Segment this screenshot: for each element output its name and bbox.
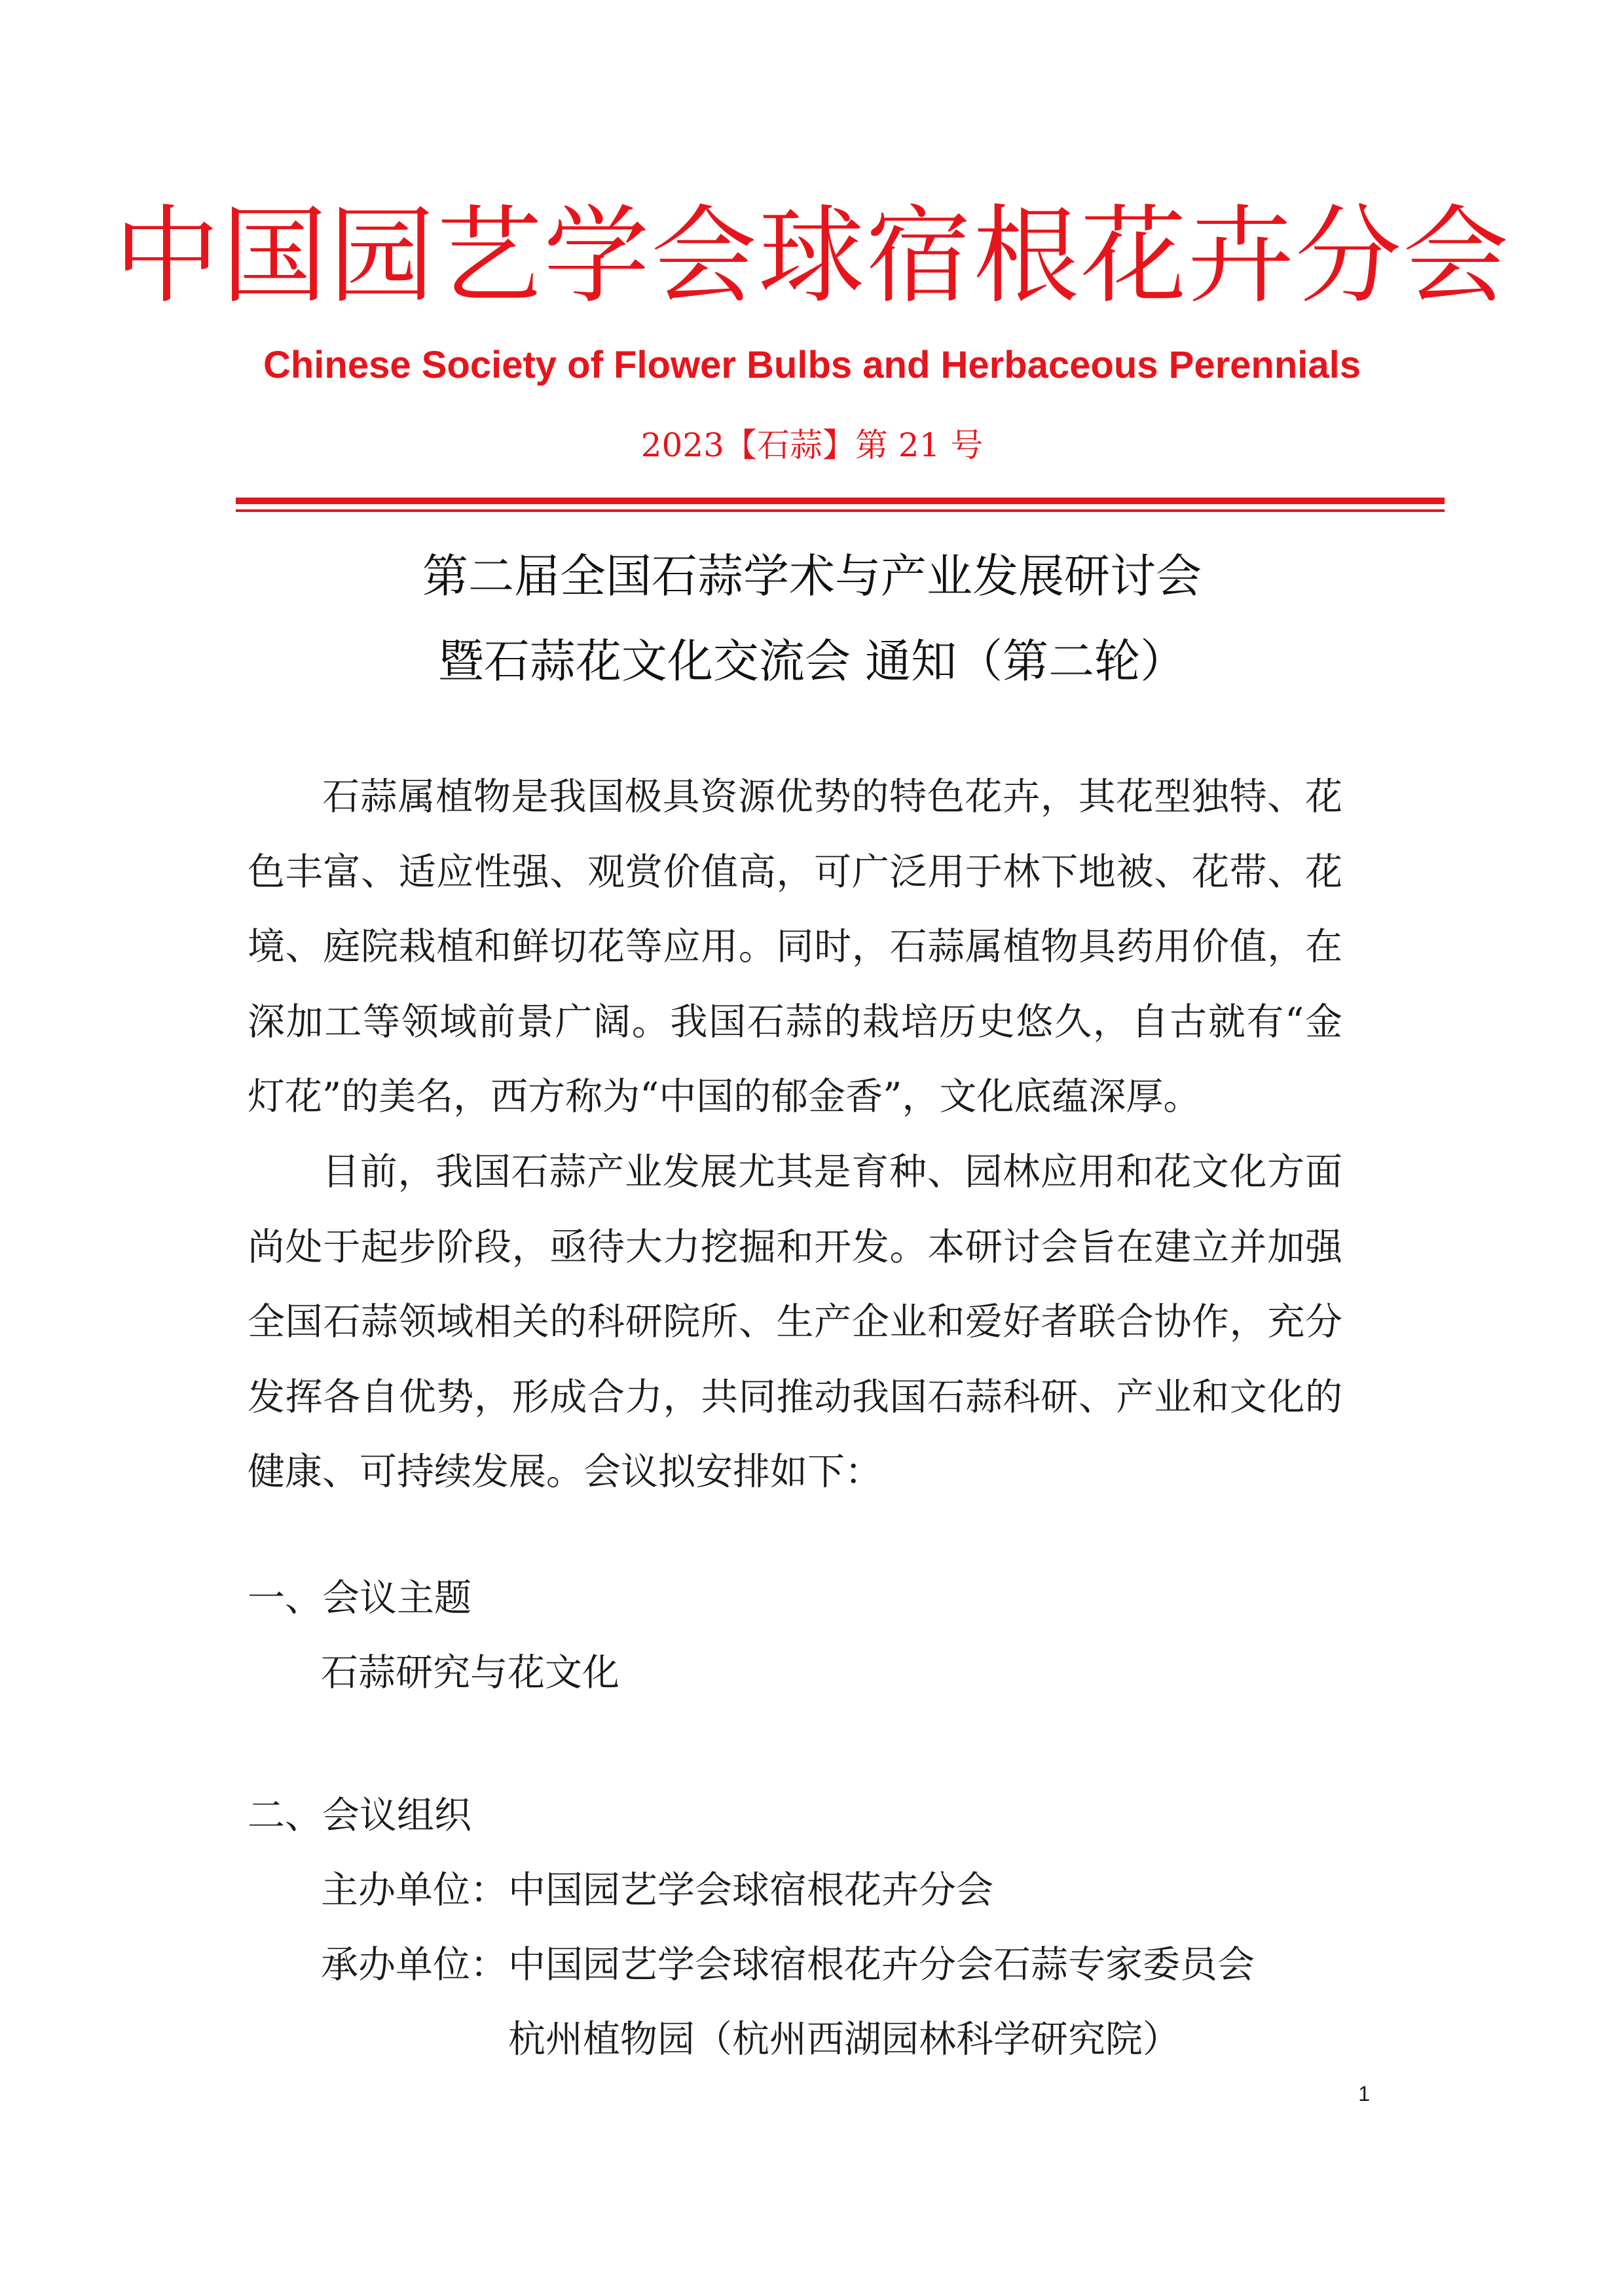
intro-paragraph: 石蒜属植物是我国极具资源优势的特色花卉，其花型独特、花色丰富、适应性强、观赏价值高，可广泛用于林下地被、花带、花境、庭院栽植和鲜切花等应用。同时，石蒜属植物具药用价值，在深加工等领域前景广阔。我国石蒜的栽培历史悠久，自古就有“金灯花”的美名，西方称为“中国的郁金香”，文化底蕴深厚。 <box>248 775 1342 1118</box>
header-divider-thick <box>236 498 1445 504</box>
organizer-value-1: 中国园艺学会球宿根花卉分会石蒜专家委员会 <box>508 1943 1255 1986</box>
host-value: 中国园艺学会球宿根花卉分会 <box>508 1868 993 1912</box>
header-divider-thin <box>236 509 1445 512</box>
conference-theme: 石蒜研究与花文化 <box>321 1651 619 1694</box>
page-number: 1 <box>1358 2082 1370 2105</box>
organizer-label: 承办单位： <box>321 1943 507 1986</box>
section-heading-theme: 一、会议主题 <box>248 1576 471 1620</box>
notice-title-line-1: 第二届全国石蒜学术与产业发展研讨会 <box>422 549 1202 603</box>
org-name-chinese: 中国园艺学会球宿根花卉分会 <box>114 195 1510 318</box>
organizer-value-2: 杭州植物园（杭州西湖园林科学研究院） <box>508 2018 1180 2061</box>
notice-title-line-2: 暨石蒜花文化交流会 通知（第二轮） <box>437 634 1187 688</box>
section-heading-organization: 二、会议组织 <box>248 1794 471 1837</box>
document-number: 2023【石蒜】第 21 号 <box>640 426 984 464</box>
org-name-english: Chinese Society of Flower Bulbs and Herbaceous Perennials <box>263 344 1361 386</box>
purpose-paragraph: 目前，我国石蒜产业发展尤其是育种、园林应用和花文化方面尚处于起步阶段，亟待大力挖掘和开发。本研讨会旨在建立并加强全国石蒜领域相关的科研院所、生产企业和爱好者联合协作，充分发挥各自优势，形成合力，共同推动我国石蒜科研、产业和文化的健康、可持续发展。会议拟安排如下： <box>248 1150 1342 1493</box>
host-label: 主办单位： <box>321 1868 507 1912</box>
